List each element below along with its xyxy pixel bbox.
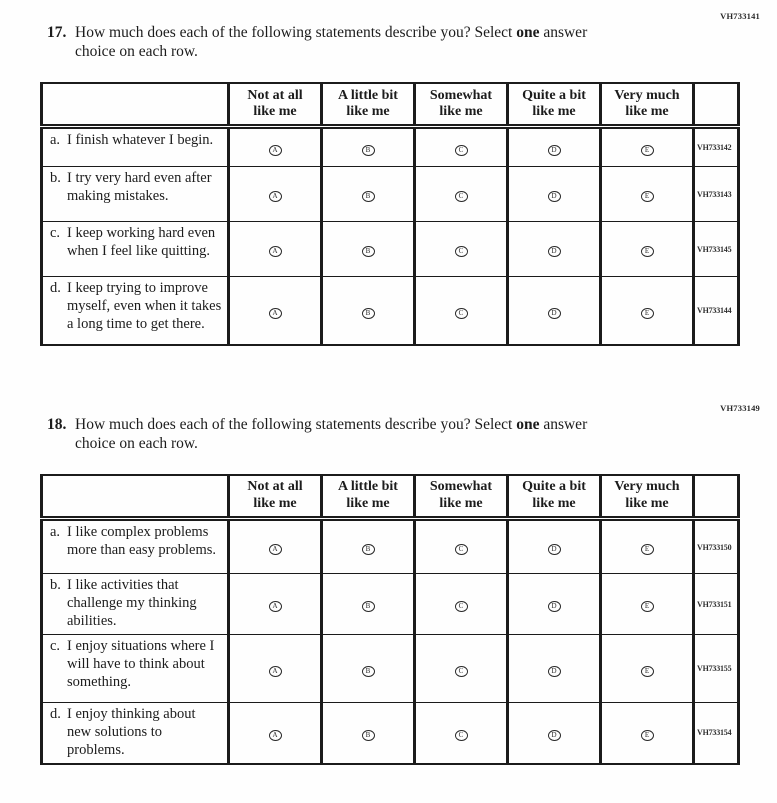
answer-bubble-b[interactable]: B (362, 191, 375, 202)
statement-text: I like complex problems more than easy problems. (67, 524, 216, 559)
answer-bubble-a[interactable]: A (269, 544, 282, 555)
answer-bubble-d[interactable]: D (548, 666, 561, 677)
header-row (42, 83, 739, 127)
statement-text: I enjoy situations where I will have to think about something. (67, 638, 215, 690)
column-header-quite-a-bit: Quite a bit like me (508, 475, 601, 519)
answer-bubble-e[interactable]: E (641, 191, 654, 202)
answer-bubble-a[interactable]: A (269, 308, 282, 319)
statement-letter: d. (50, 706, 61, 723)
answer-bubble-c[interactable]: C (455, 544, 468, 555)
column-header-somewhat: Somewhat like me (415, 83, 508, 127)
statement-letter: b. (50, 577, 61, 594)
answer-bubble-d[interactable]: D (548, 191, 561, 202)
answer-bubble-b[interactable]: B (362, 730, 375, 741)
table-row-18d (42, 703, 739, 764)
row-code-label: VH733154 (694, 703, 739, 764)
row-code-label: VH733151 (694, 574, 739, 635)
question-code-label: VH733141 (720, 11, 760, 21)
answer-bubble-c[interactable]: C (455, 246, 468, 257)
row-code-label: VH733142 (694, 127, 739, 167)
table-row-17c (42, 222, 739, 277)
answer-bubble-b[interactable]: B (362, 601, 375, 612)
row-code-label: VH733155 (694, 635, 739, 703)
question-code-label: VH733149 (720, 402, 760, 413)
table-row-17a (42, 127, 739, 167)
prompt-line-2: choice on each row. (75, 434, 198, 452)
answer-bubble-e[interactable]: E (641, 601, 654, 612)
question-number: 17. (47, 24, 67, 41)
answer-bubble-a[interactable]: A (269, 191, 282, 202)
answer-bubble-e[interactable]: E (641, 544, 654, 555)
answer-bubble-a[interactable]: A (269, 666, 282, 677)
statement-text: I keep working hard even when I feel like quitting. (67, 225, 216, 260)
column-header-quite-a-bit: Quite a bit like me (508, 83, 601, 127)
answer-bubble-c[interactable]: C (455, 730, 468, 741)
table-row-18c (42, 635, 739, 703)
table-row-18b (42, 574, 739, 635)
answer-bubble-b[interactable]: B (362, 666, 375, 677)
column-header-not-at-all: Not at all like me (229, 475, 322, 519)
statement-letter: a. (50, 132, 61, 149)
question-number: 18. (47, 415, 67, 433)
question-17-response-matrix (40, 82, 740, 346)
answer-bubble-c[interactable]: C (455, 308, 468, 319)
answer-bubble-e[interactable]: E (641, 145, 654, 156)
answer-bubble-e[interactable]: E (641, 308, 654, 319)
answer-bubble-a[interactable]: A (269, 145, 282, 156)
statement-text: I try very hard even after making mistakes. (67, 170, 212, 205)
answer-bubble-d[interactable]: D (548, 730, 561, 741)
answer-bubble-a[interactable]: A (269, 601, 282, 612)
prompt-line-2: choice on each row. (75, 42, 198, 60)
statement-letter: b. (50, 170, 61, 187)
header-row (42, 475, 739, 519)
column-header-very-much: Very much like me (601, 475, 694, 519)
question-prompt (47, 416, 737, 454)
answer-bubble-b[interactable]: B (362, 246, 375, 257)
column-header-a-little-bit: A little bit like me (322, 475, 415, 519)
answer-bubble-d[interactable]: D (548, 308, 561, 319)
answer-bubble-c[interactable]: C (455, 601, 468, 612)
answer-bubble-d[interactable]: D (548, 246, 561, 257)
answer-bubble-c[interactable]: C (455, 145, 468, 156)
statement-letter: c. (50, 225, 61, 242)
statement-letter: d. (50, 280, 61, 297)
answer-bubble-b[interactable]: B (362, 145, 375, 156)
question-17-section (0, 0, 777, 346)
answer-bubble-e[interactable]: E (641, 246, 654, 257)
statement-header-cell (42, 475, 229, 519)
statement-text: I like activities that challenge my thinking abilities. (67, 577, 197, 630)
row-code-label: VH733143 (694, 167, 739, 222)
answer-bubble-c[interactable]: C (455, 191, 468, 202)
answer-bubble-b[interactable]: B (362, 544, 375, 555)
statement-letter: a. (50, 524, 61, 541)
statement-text: I enjoy thinking about new solutions to problems. (67, 706, 196, 758)
column-header-somewhat: Somewhat like me (415, 475, 508, 519)
statement-text: I finish whatever I begin. (67, 132, 214, 149)
statement-letter: c. (50, 638, 61, 655)
table-row-17d (42, 277, 739, 345)
answer-bubble-d[interactable]: D (548, 544, 561, 555)
table-row-18a (42, 519, 739, 574)
statement-text: I keep trying to improve myself, even when it takes a long time to get there. (67, 280, 222, 333)
question-18-response-matrix (40, 474, 740, 765)
code-header-cell (694, 83, 739, 127)
column-header-not-at-all: Not at all like me (229, 83, 322, 127)
question-prompt (47, 24, 737, 62)
answer-bubble-c[interactable]: C (455, 666, 468, 677)
column-header-very-much: Very much like me (601, 83, 694, 127)
table-row-17b (42, 167, 739, 222)
column-header-a-little-bit: A little bit like me (322, 83, 415, 127)
answer-bubble-b[interactable]: B (362, 308, 375, 319)
answer-bubble-d[interactable]: D (548, 601, 561, 612)
code-header-cell (694, 475, 739, 519)
statement-header-cell (42, 83, 229, 127)
prompt-line-1: How much does each of the following statements describe you? Select one answer (75, 415, 588, 433)
answer-bubble-d[interactable]: D (548, 145, 561, 156)
question-18-section (0, 402, 777, 765)
answer-bubble-a[interactable]: A (269, 730, 282, 741)
answer-bubble-e[interactable]: E (641, 666, 654, 677)
answer-bubble-a[interactable]: A (269, 246, 282, 257)
prompt-line-1: How much does each of the following statements describe you? Select one answer (75, 24, 588, 41)
row-code-label: VH733145 (694, 222, 739, 277)
row-code-label: VH733150 (694, 519, 739, 574)
row-code-label: VH733144 (694, 277, 739, 345)
answer-bubble-e[interactable]: E (641, 730, 654, 741)
